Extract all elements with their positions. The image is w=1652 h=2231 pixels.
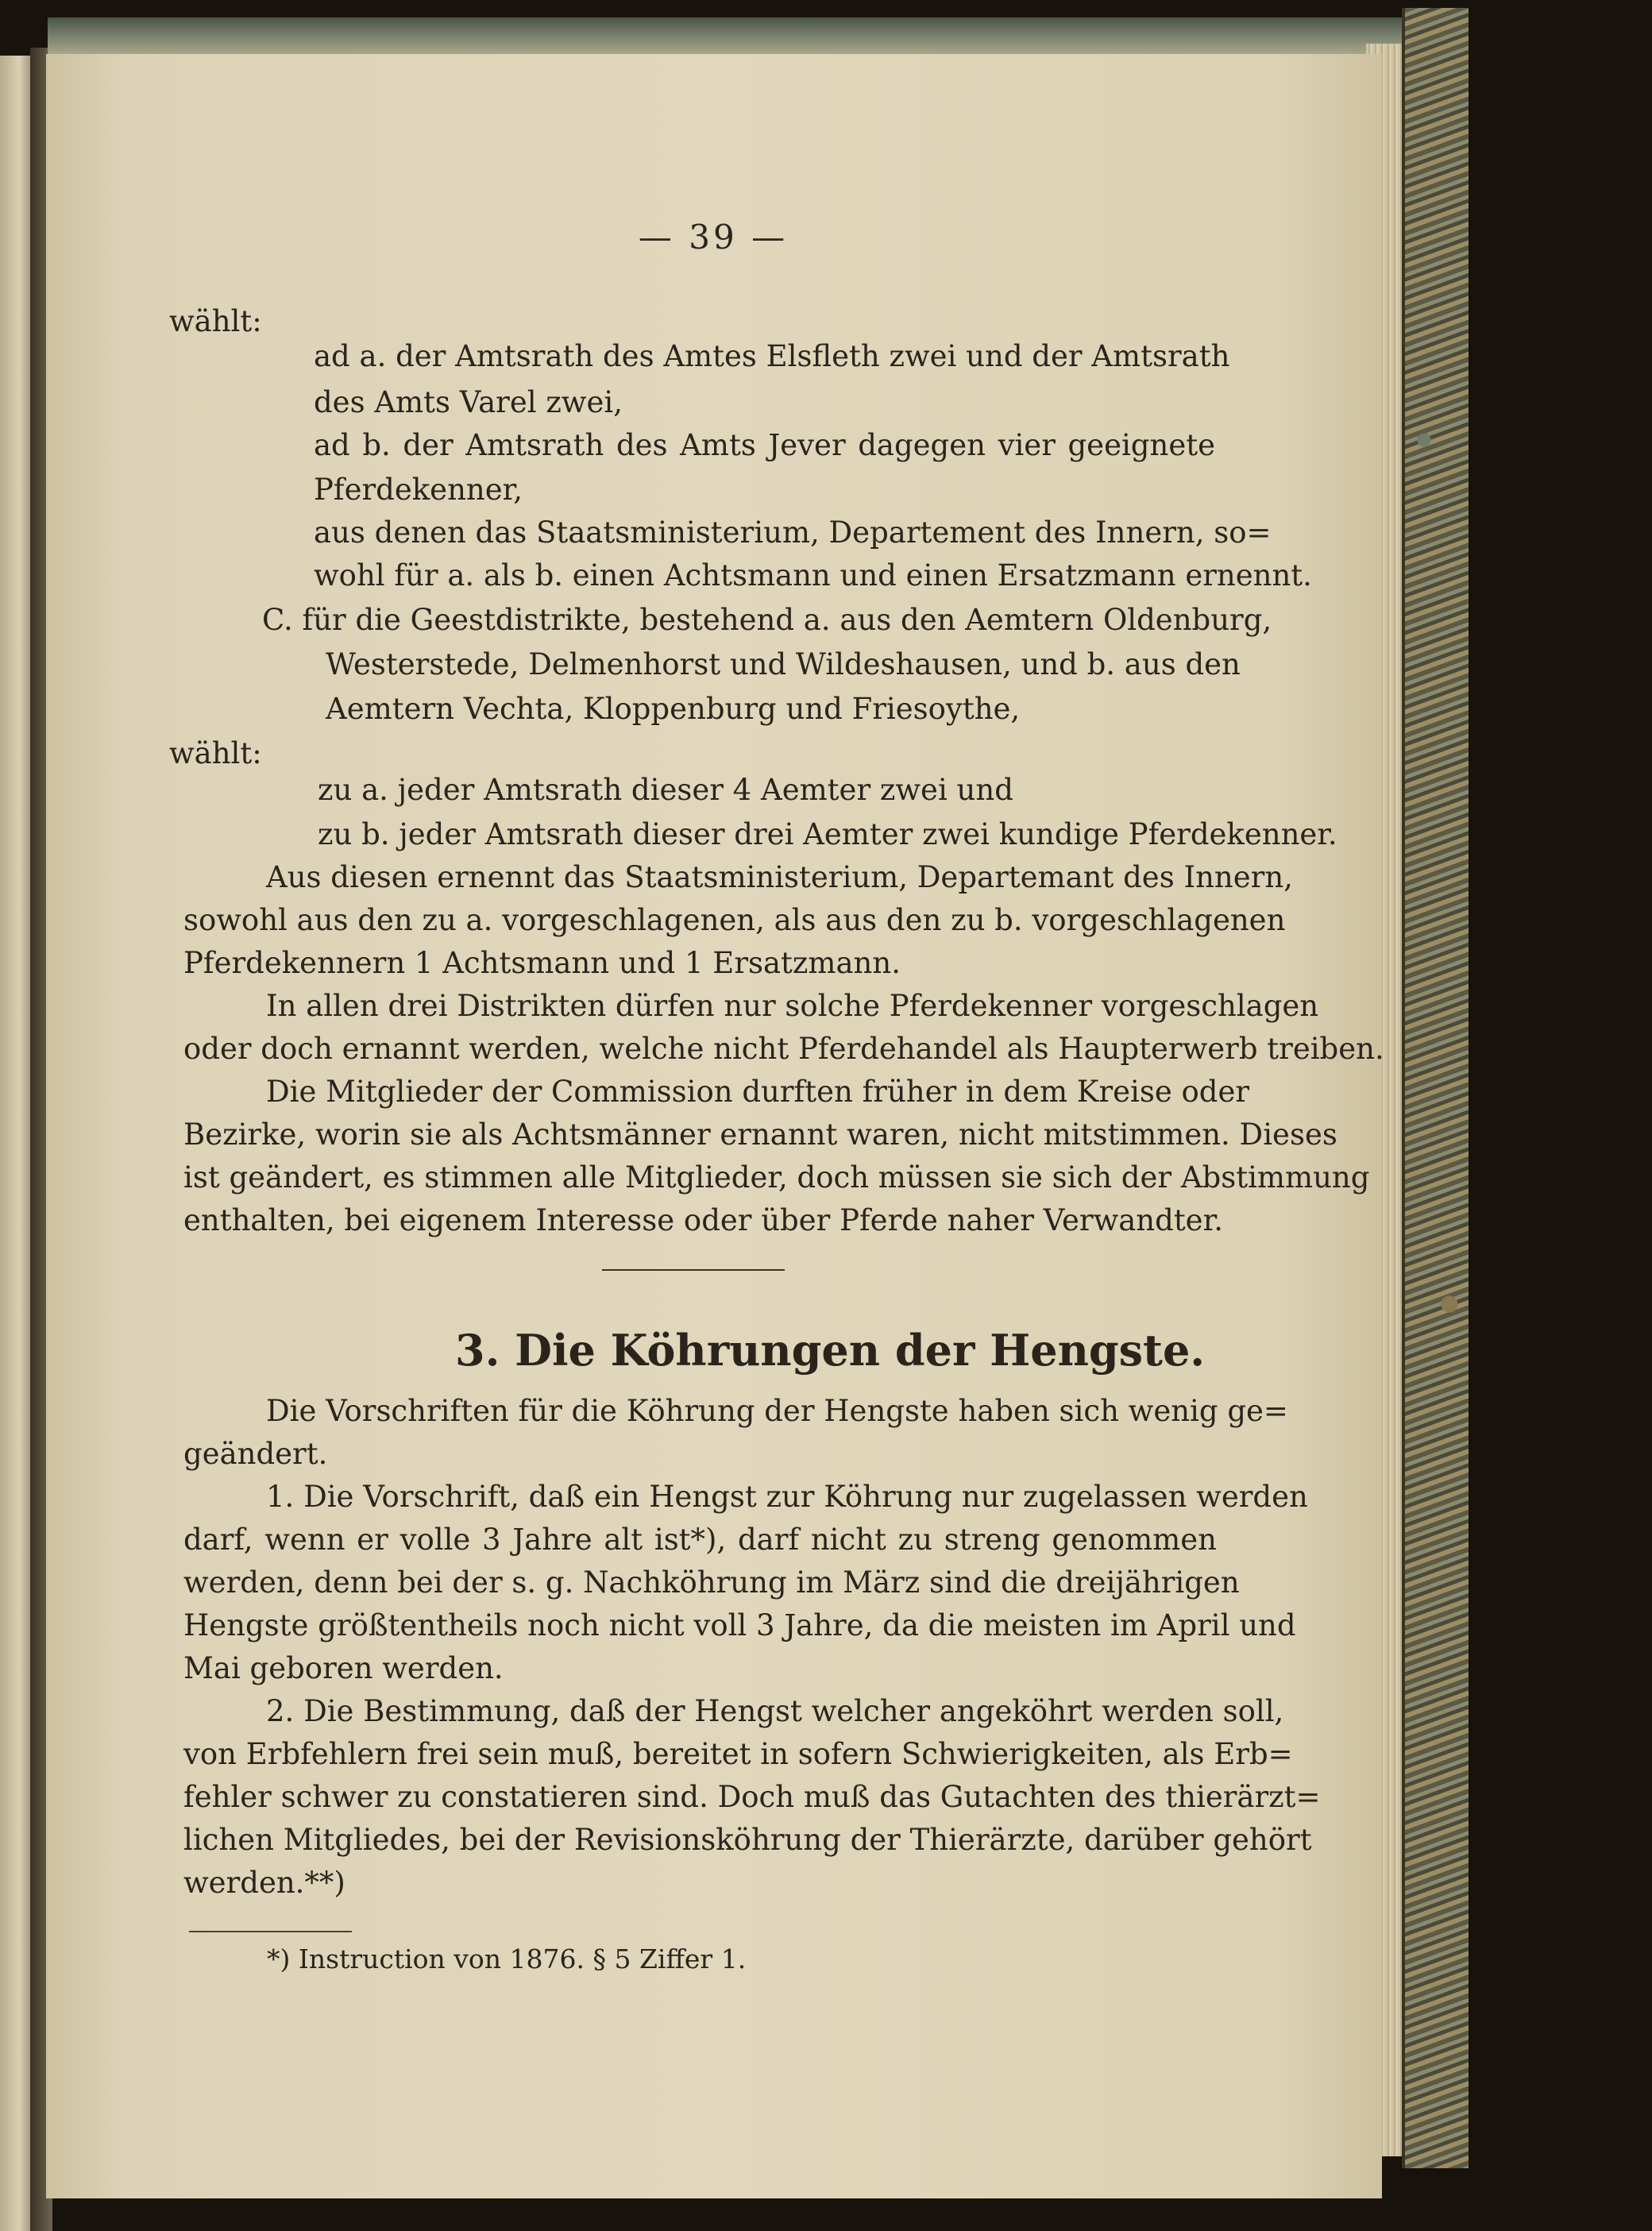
text-line: fehler schwer zu constatieren sind. Doch muß das Gutachten des thierärzt= <box>183 1780 1321 1814</box>
text-line: Hengste größtentheils noch nicht voll 3 Jahre, da die meisten im April und <box>183 1608 1296 1642</box>
text-line: aus denen das Staatsministerium, Departement des Innern, so= <box>314 515 1272 550</box>
text-line: C. für die Geestdistrikte, bestehend a. aus den Aemtern Oldenburg, <box>262 603 1272 637</box>
text-line: enthalten, bei eigenem Interesse oder über Pferde naher Verwandter. <box>183 1203 1223 1237</box>
footnote: *) Instruction von 1876. § 5 Ziffer 1. <box>267 1943 747 1974</box>
text-line: zu a. jeder Amtsrath dieser 4 Aemter zwei und <box>318 773 1013 807</box>
text-line: geändert. <box>183 1437 328 1471</box>
text-line: ad a. der Amtsrath des Amtes Elsfleth zwei und der Amtsrath <box>314 339 1230 373</box>
text-line: lichen Mitgliedes, bei der Revisionsköhrung der Thierärzte, darüber gehört <box>183 1823 1312 1857</box>
text-line: oder doch ernannt werden, welche nicht Pferdehandel als Haupterwerb treiben. <box>183 1032 1384 1066</box>
text-line: wählt: <box>169 304 262 338</box>
text-line: Bezirke, worin sie als Achtsmänner ernannt waren, nicht mitstimmen. Dieses <box>183 1117 1337 1152</box>
text-line: In allen drei Distrikten dürfen nur solche Pferdekenner vorgeschlagen <box>266 989 1319 1023</box>
text-line: wählt: <box>169 736 262 770</box>
text-line: Westerstede, Delmenhorst und Wildeshausen, und b. aus den <box>326 647 1241 681</box>
text-line: Pferdekenner, <box>314 473 523 507</box>
book-page <box>46 54 1382 2198</box>
text-line: von Erbfehlern frei sein muß, bereitet in sofern Schwierigkeiten, als Erb= <box>183 1737 1293 1771</box>
text-line: 1. Die Vorschrift, daß ein Hengst zur Köhrung nur zugelassen werden <box>266 1480 1308 1514</box>
text-line: sowohl aus den zu a. vorgeschlagenen, als aus den zu b. vorgeschlagenen <box>183 903 1286 937</box>
section-heading: 3. Die Köhrungen der Hengste. <box>455 1325 1206 1376</box>
text-line: Aus diesen ernennt das Staatsministerium, Departemant des Innern, <box>266 860 1293 894</box>
text-line: Die Mitglieder der Commission durften früher in dem Kreise oder <box>266 1075 1250 1109</box>
text-line: ist geändert, es stimmen alle Mitglieder, doch müssen sie sich der Abstimmung <box>183 1160 1370 1195</box>
page-number: — 39 — <box>638 218 789 257</box>
text-line: Mai geboren werden. <box>183 1651 504 1685</box>
marbled-cover-edge <box>1402 8 1469 2168</box>
text-line: darf, wenn er volle 3 Jahre alt ist*), darf nicht zu streng genommen <box>183 1523 1217 1557</box>
text-line: ad b. der Amtsrath des Amts Jever dagegen vier geeignete <box>314 428 1215 462</box>
text-line: 2. Die Bestimmung, daß der Hengst welcher angeköhrt werden soll, <box>266 1694 1284 1728</box>
text-line: Pferdekennern 1 Achtsmann und 1 Ersatzmann. <box>183 946 901 980</box>
text-line: werden, denn bei der s. g. Nachköhrung im März sind die dreijährigen <box>183 1565 1240 1600</box>
text-line: wohl für a. als b. einen Achtsmann und einen Ersatzmann ernennt. <box>314 558 1312 592</box>
section-divider <box>602 1269 785 1271</box>
footnote-rule <box>189 1931 352 1932</box>
text-line: werden.**) <box>183 1866 345 1900</box>
text-line: Die Vorschriften für die Köhrung der Hengste haben sich wenig ge= <box>266 1394 1288 1428</box>
text-line: des Amts Varel zwei, <box>314 385 623 419</box>
text-line: Aemtern Vechta, Kloppenburg und Friesoythe, <box>326 692 1021 726</box>
text-line: zu b. jeder Amtsrath dieser drei Aemter zwei kundige Pferdekenner. <box>318 817 1337 851</box>
